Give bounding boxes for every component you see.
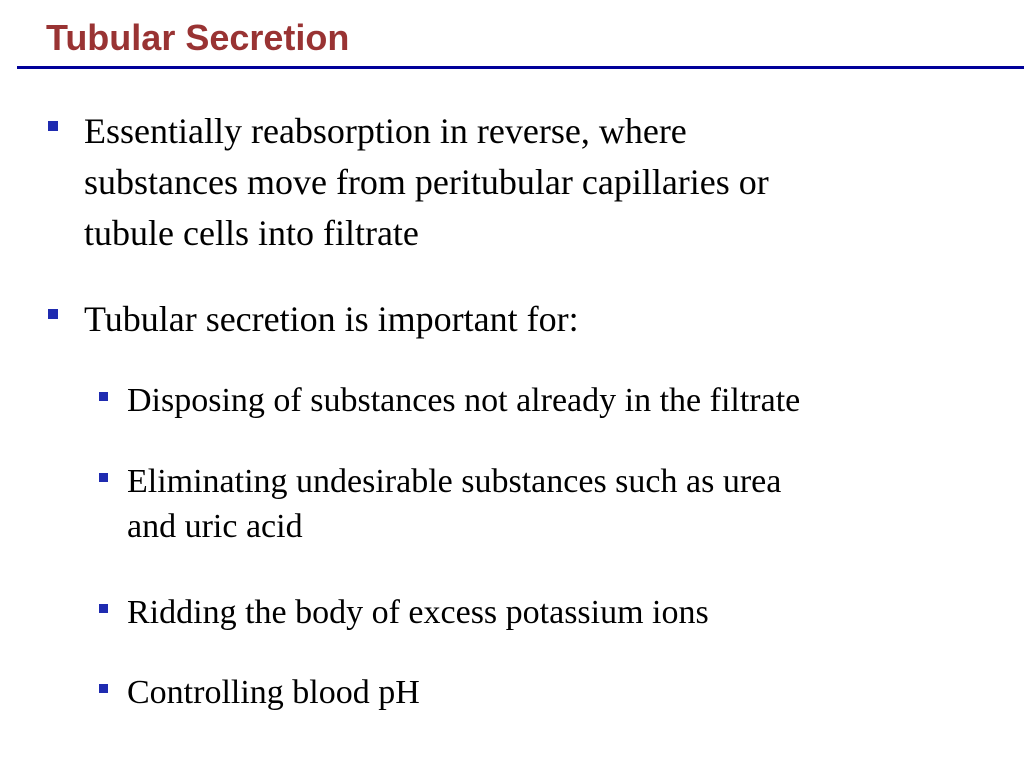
square-bullet-icon	[99, 604, 108, 613]
title-divider	[17, 66, 1024, 69]
bullet-text	[127, 590, 709, 635]
square-bullet-icon	[99, 392, 108, 401]
bullet-text	[84, 294, 579, 345]
bullet-line: Eliminating undesirable substances such as urea	[127, 463, 782, 500]
square-bullet-icon	[48, 309, 58, 319]
square-bullet-icon	[99, 473, 108, 482]
bullet-line: tubule cells into filtrate	[84, 213, 419, 253]
bullet-line: substances move from peritubular capillaries or	[84, 162, 769, 202]
bullet-line: Controlling blood pH	[127, 674, 420, 711]
bullet-text	[127, 459, 781, 549]
square-bullet-icon	[48, 121, 58, 131]
bullet-line: Tubular secretion is important for:	[84, 299, 579, 339]
bullet-line: and uric acid	[127, 508, 303, 545]
bullet-text	[127, 670, 420, 715]
bullet-line: Disposing of substances not already in the filtrate	[127, 382, 801, 419]
bullet-text	[84, 106, 769, 259]
slide-title: Tubular Secretion	[46, 17, 350, 58]
bullet-line: Ridding the body of excess potassium ions	[127, 594, 709, 631]
bullet-line: Essentially reabsorption in reverse, where	[84, 111, 687, 151]
square-bullet-icon	[99, 684, 108, 693]
bullet-text	[127, 378, 800, 423]
